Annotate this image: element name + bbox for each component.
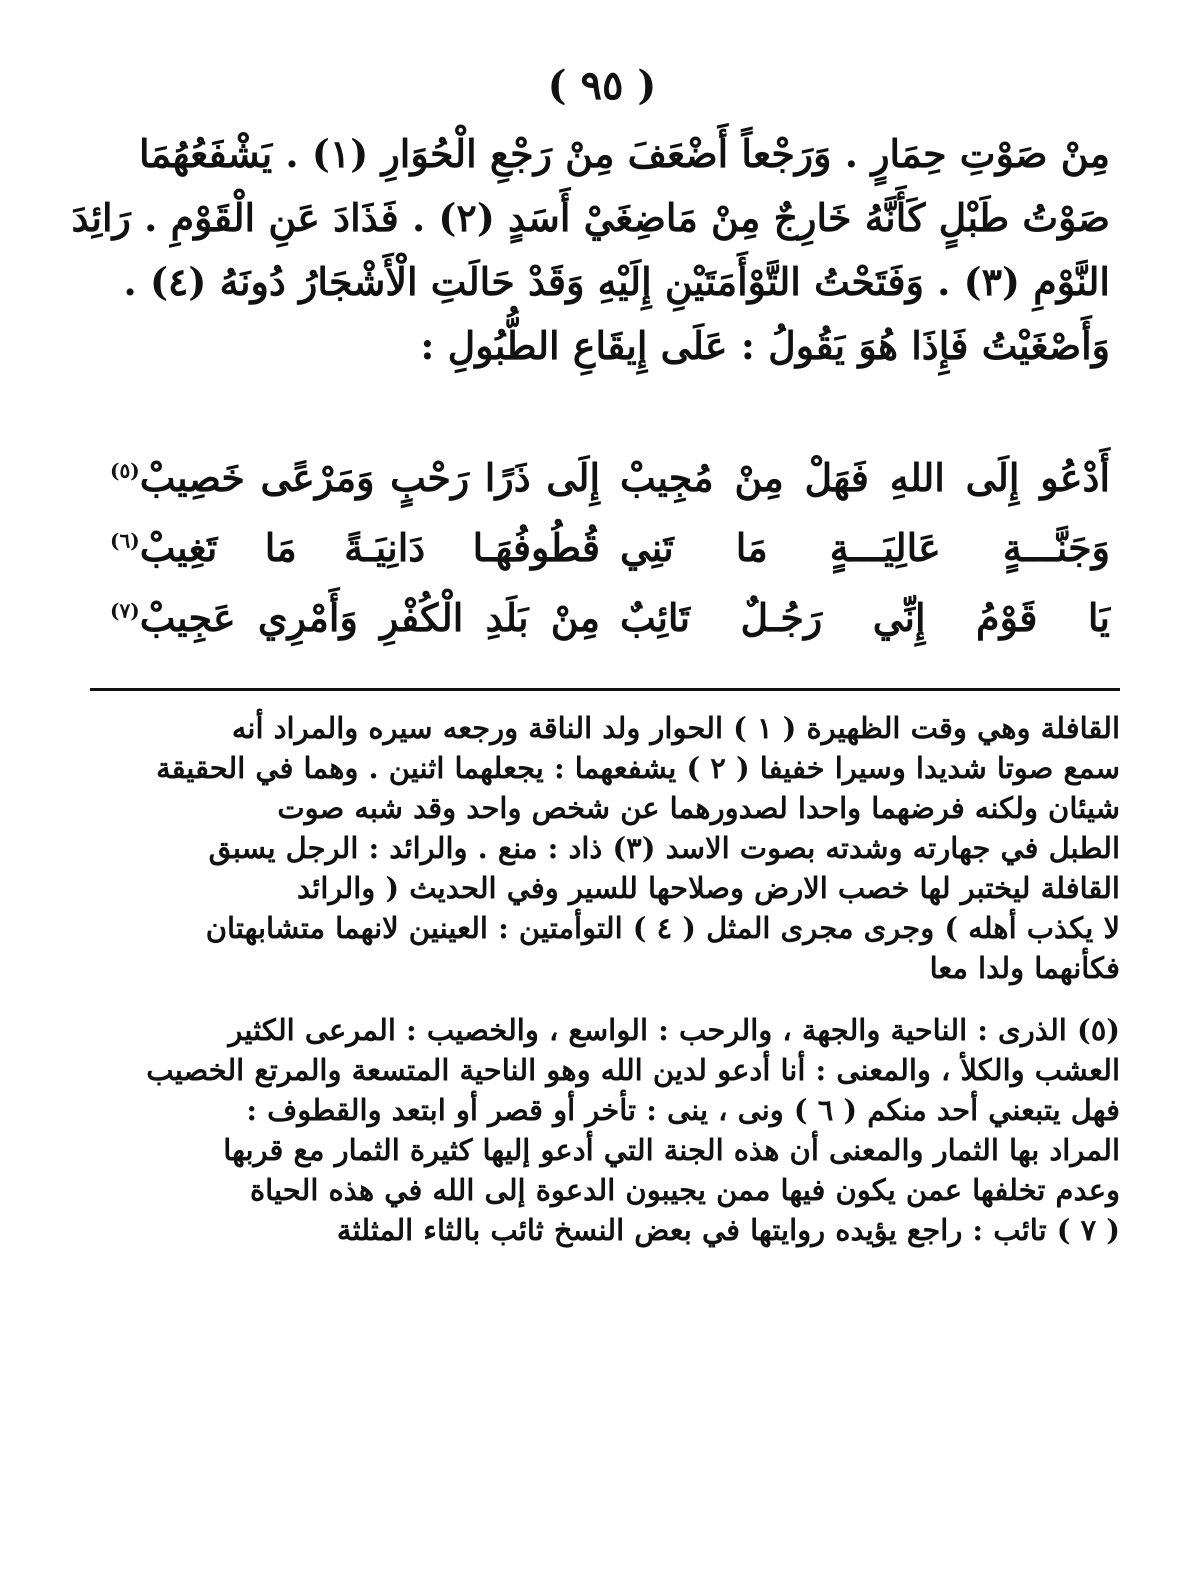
verse-3-second-hemistich: [110, 583, 600, 653]
footnote-divider: [90, 688, 1120, 691]
footnote-line: فكأنهما ولدا معا: [929, 951, 1120, 985]
footnote-line: القافلة وهي وقت الظهيرة ( ١ ) الحوار ولد الناقة ورجعه سيره والمراد أنه: [231, 711, 1120, 745]
verse-1-first-hemistich: أَدْعُو إِلَى اللهِ فَهَلْ مِنْ مُجِيبْ: [620, 455, 1110, 500]
footnote-line: ( ٧ ) تائب : راجع يؤيده روايتها في بعض النسخ ثائب بالثاء المثلثة: [336, 1213, 1120, 1247]
footnote-line: العشب والكلأ ، والمعنى : أنا أدعو لدين الله وهو الناحية المتسعة والمرتع الخصيب: [146, 1053, 1120, 1087]
prose-line-4: وَأَصْغَيْتُ فَإِذَا هُوَ يَقُولُ : عَلَى إِيقَاعِ الطُّبُولِ :: [420, 323, 1110, 368]
verse-1: [110, 443, 1110, 513]
footnote-line: المراد بها الثمار والمعنى أن هذه الجنة التي أدعو إليها كثيرة الثمار مع قربها: [223, 1133, 1120, 1167]
footnote-marker-6: (٦): [110, 528, 140, 553]
footnote-line: فهل يتبعني أحد منكم ( ٦ ) ونى ، ينى : تأخر أو قصر أو ابتعد والقطوف :: [246, 1093, 1120, 1127]
verse-3-second-text: مِنْ بَلَدِ الْكُفْرِ وَأَمْرِي عَجِيبْ: [139, 595, 600, 640]
footnote-line: لا يكذب أهله ) وجرى مجرى المثل ( ٤ ) التوأمتين : العينين لانهما متشابهتان: [205, 911, 1120, 945]
footnotes: [110, 708, 1120, 1250]
footnote-marker-7: (٧): [110, 598, 140, 623]
verse-3-first-hemistich: يَا قَوْمُ إِنِّي رَجُـلٌ تَائِبٌ: [620, 595, 1110, 640]
footnote-gap: [110, 988, 1120, 1010]
footnote-line: القافلة ليختبر لها خصب الارض وصلاحها للسير وفي الحديث ( والرائد: [297, 871, 1120, 905]
verse-2-first-hemistich: وَجَنَّـــةٍ عَالِيَـــةٍ مَا تَنِي: [620, 525, 1110, 570]
footnote-line: سمع صوتا شديدا وسيرا خفيفا ( ٢ ) يشفعهما : يجعلهما اثنين . وهما في الحقيقة: [156, 751, 1120, 785]
verse-3: [110, 583, 1110, 653]
prose-line-3: النَّوْمِ (٣) . وَفَتَحْتُ التَّوْأَمَتَيْنِ إِلَيْهِ وَقَدْ حَالَتِ الْأَشْجَارُ دُونَهُ (٤) .: [123, 259, 1110, 304]
prose-line-1: مِنْ صَوْتِ حِمَارٍ . وَرَجْعاً أَضْعَفَ مِنْ رَجْعِ الْحُوَارِ (١) . يَشْفَعُهُمَا: [139, 131, 1110, 176]
footnote-line: شيئان ولكنه فرضهما واحدا لصدورهما عن شخص واحد وقد شبه صوت: [277, 791, 1120, 825]
footnote-marker-5: (٥): [110, 458, 140, 483]
page-number: ( ٩٥ ): [547, 62, 657, 109]
verse-1-second-text: إِلَى ذَرًا رَحْبٍ وَمَرْعًى خَصِيبْ: [139, 455, 600, 500]
footnote-line: الطبل في جهارته وشدته بصوت الاسد (٣) ذاد : منع . والرائد : الرجل يسبق: [208, 831, 1120, 865]
footnote-line: (٥) الذرى : الناحية والجهة ، والرحب : الواسع ، والخصيب : المرعى الكثير: [228, 1013, 1120, 1047]
verse-1-second-hemistich: [110, 443, 600, 513]
verse-2-second-text: قُطُوفُهَـا دَانِيَـةً مَا تَغِيبْ: [139, 525, 600, 570]
main-prose: [71, 122, 1110, 378]
prose-line-2: صَوْتُ طَبْلٍ كَأَنَّهُ خَارِجٌ مِنْ مَاضِغَيْ أَسَدٍ (٢) . فَذَادَ عَنِ الْقَوْمِ . رَائِدَ: [71, 195, 1110, 240]
footnote-line: وعدم تخلفها عمن يكون فيها ممن يجيبون الدعوة إلى الله في هذه الحياة: [249, 1173, 1120, 1207]
verse-2: [110, 513, 1110, 583]
poem-verses: [110, 443, 1110, 653]
verse-2-second-hemistich: [110, 513, 600, 583]
